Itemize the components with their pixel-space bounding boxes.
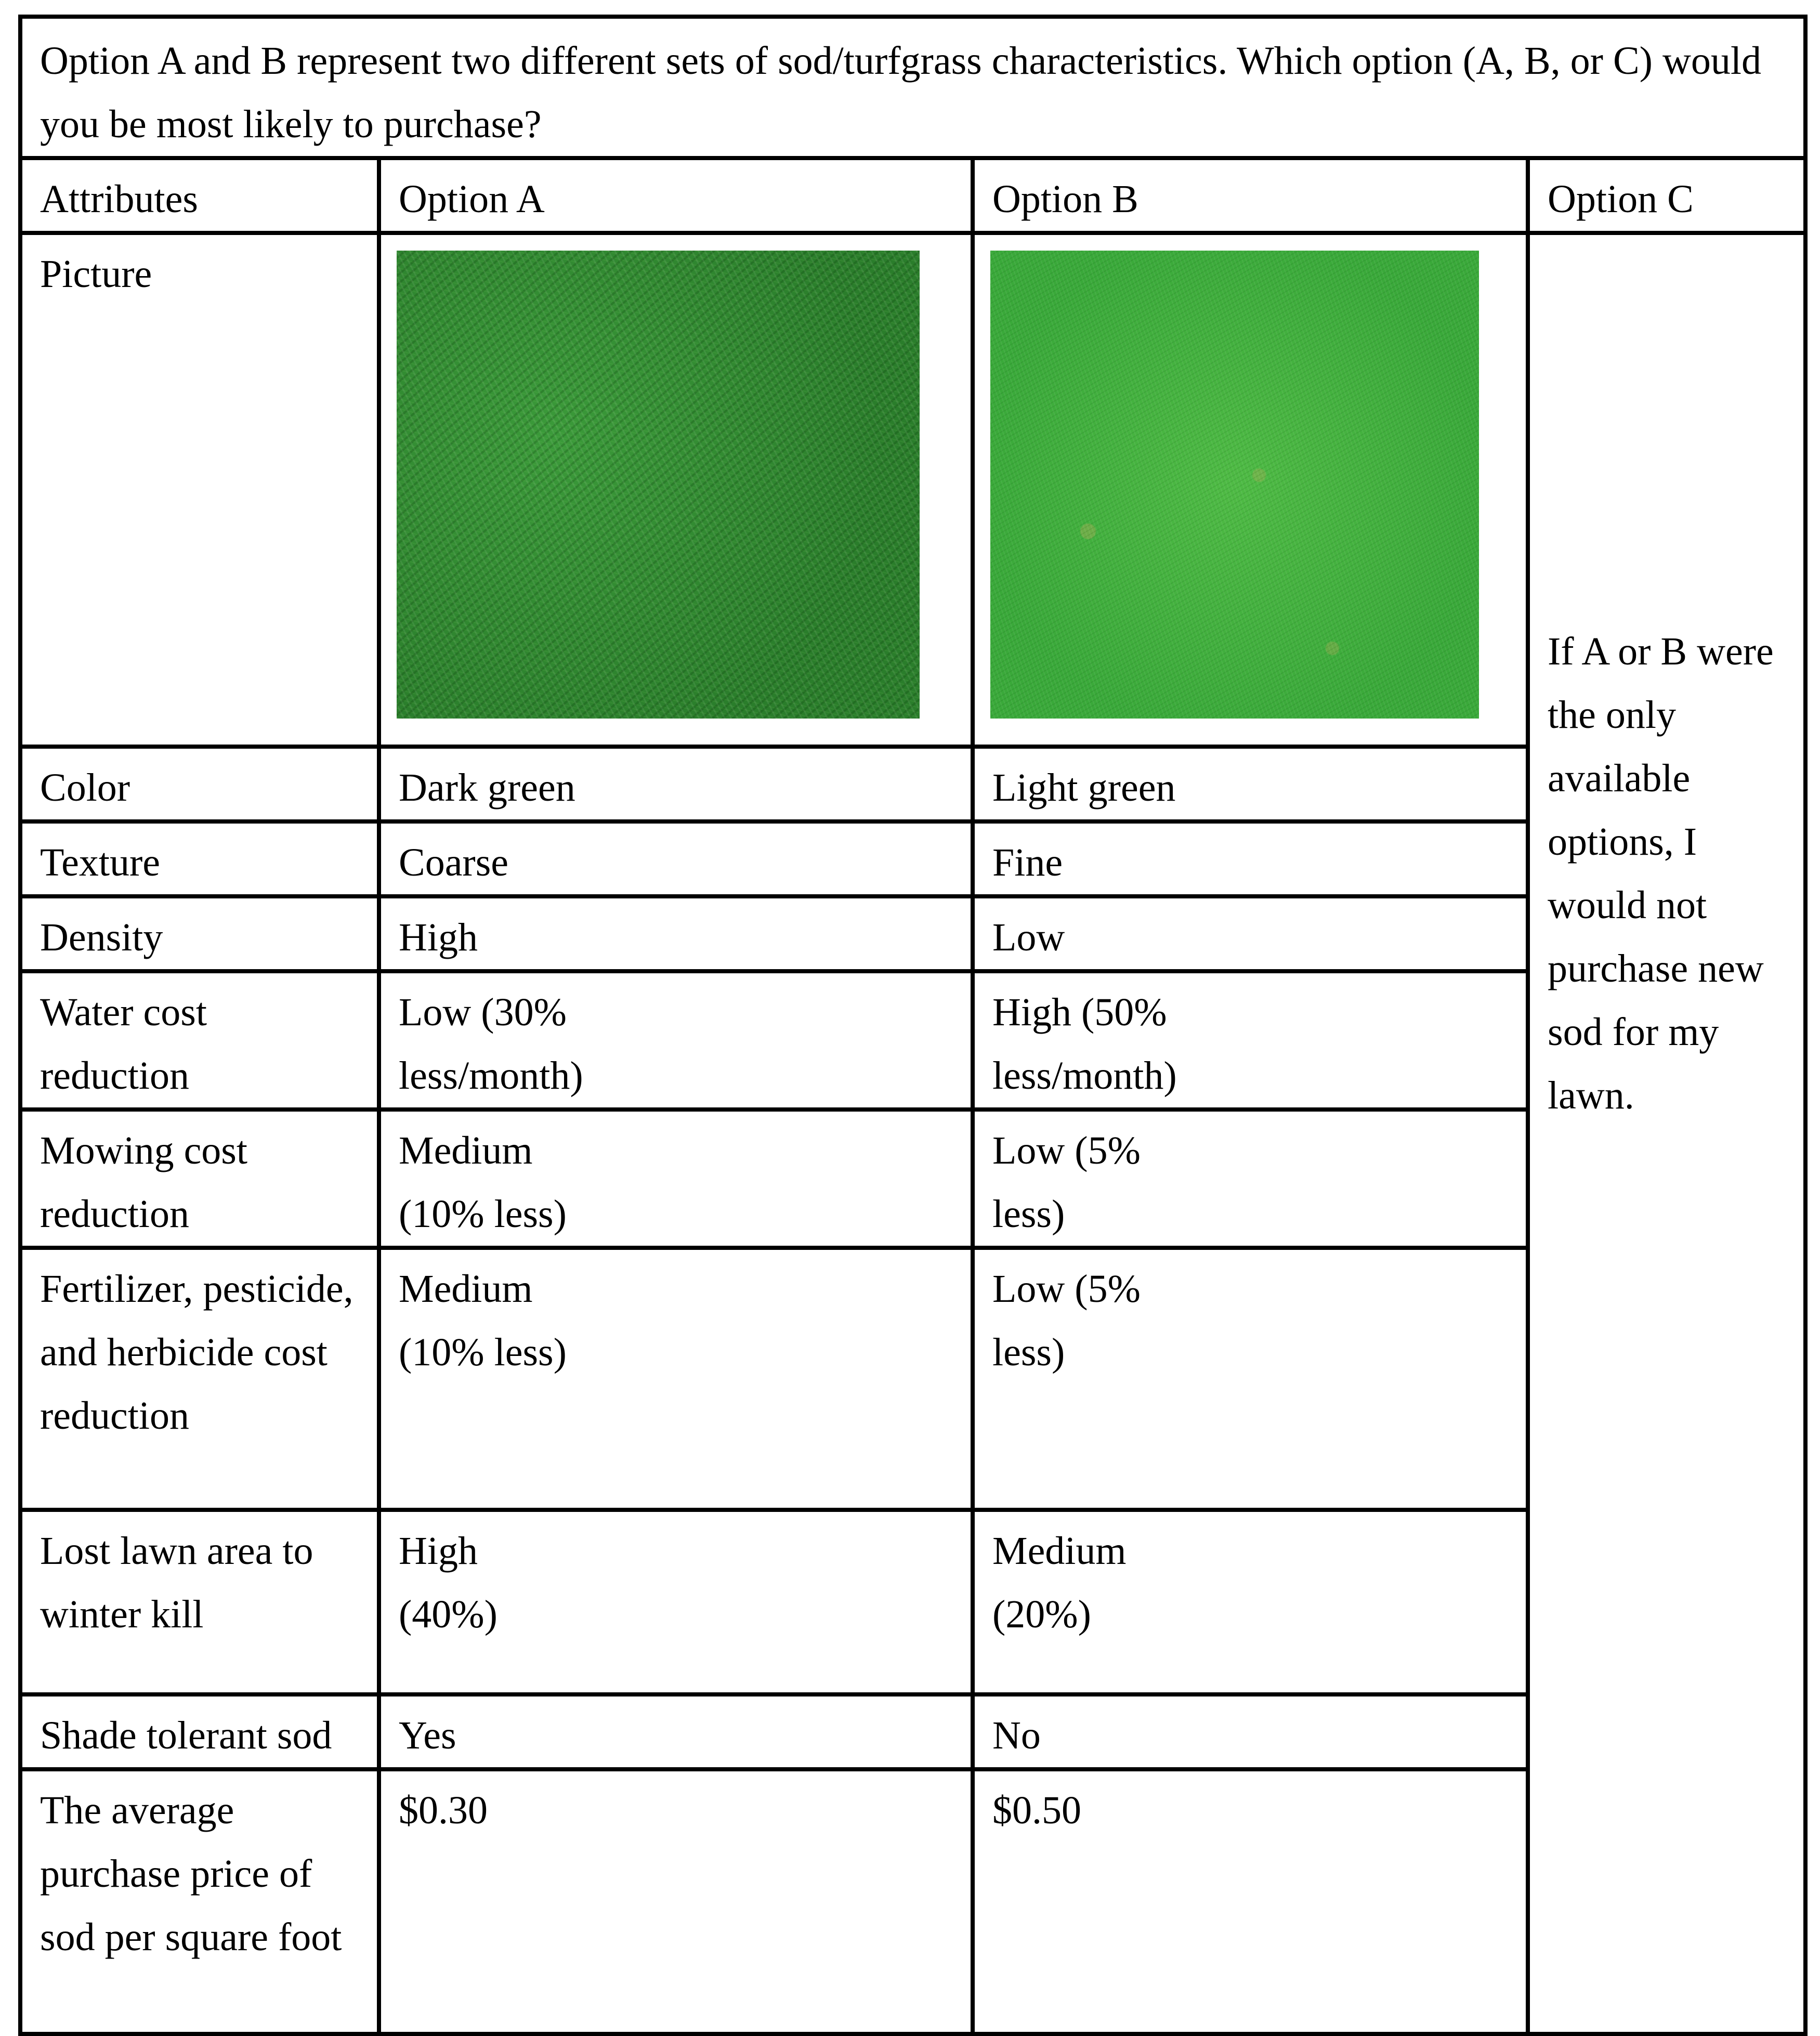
attr-texture: Texture: [20, 821, 379, 896]
picture-label: Picture: [20, 233, 379, 747]
header-attributes: Attributes: [20, 158, 379, 233]
a-mowing: Medium (10% less): [379, 1110, 973, 1248]
a-shade: Yes: [379, 1694, 973, 1769]
b-density: Low: [973, 896, 1528, 971]
a-density: High: [379, 896, 973, 971]
header-option-c: Option C: [1528, 158, 1805, 233]
a-water: Low (30% less/month): [379, 971, 973, 1110]
b-fertilizer: Low (5% less): [973, 1248, 1528, 1510]
a-color: Dark green: [379, 747, 973, 821]
attr-mowing: Mowing cost reduction: [20, 1110, 379, 1248]
choice-table: [18, 15, 1808, 2036]
option-b-grass-image: [990, 251, 1479, 719]
attr-color: Color: [20, 747, 379, 821]
attr-shade: Shade tolerant sod: [20, 1694, 379, 1769]
option-b-picture-cell: [973, 233, 1528, 747]
attr-density: Density: [20, 896, 379, 971]
b-shade: No: [973, 1694, 1528, 1769]
attr-fertilizer: Fertilizer, pesticide, and herbicide cost reduction: [20, 1248, 379, 1510]
b-water: High (50% less/month): [973, 971, 1528, 1110]
option-a-grass-image: [397, 251, 920, 719]
header-option-a: Option A: [379, 158, 973, 233]
option-c-text: If A or B were the only available options, I would not purchase new sod for my lawn.: [1528, 233, 1805, 2034]
a-winter-kill: High (40%): [379, 1510, 973, 1694]
b-color: Light green: [973, 747, 1528, 821]
a-texture: Coarse: [379, 821, 973, 896]
attr-water: Water cost reduction: [20, 971, 379, 1110]
b-winter-kill: Medium (20%): [973, 1510, 1528, 1694]
a-fertilizer: Medium (10% less): [379, 1248, 973, 1510]
a-price: $0.30: [379, 1769, 973, 2034]
b-price: $0.50: [973, 1769, 1528, 2034]
option-a-picture-cell: [379, 233, 973, 747]
b-texture: Fine: [973, 821, 1528, 896]
header-option-b: Option B: [973, 158, 1528, 233]
attr-winter-kill: Lost lawn area to winter kill: [20, 1510, 379, 1694]
attr-price: The average purchase price of sod per square foot: [20, 1769, 379, 2034]
question-text: Option A and B represent two different sets of sod/turfgrass characteristics. Which option (A, B, or C) would you be most likely to purchase?: [20, 17, 1805, 158]
b-mowing: Low (5% less): [973, 1110, 1528, 1248]
